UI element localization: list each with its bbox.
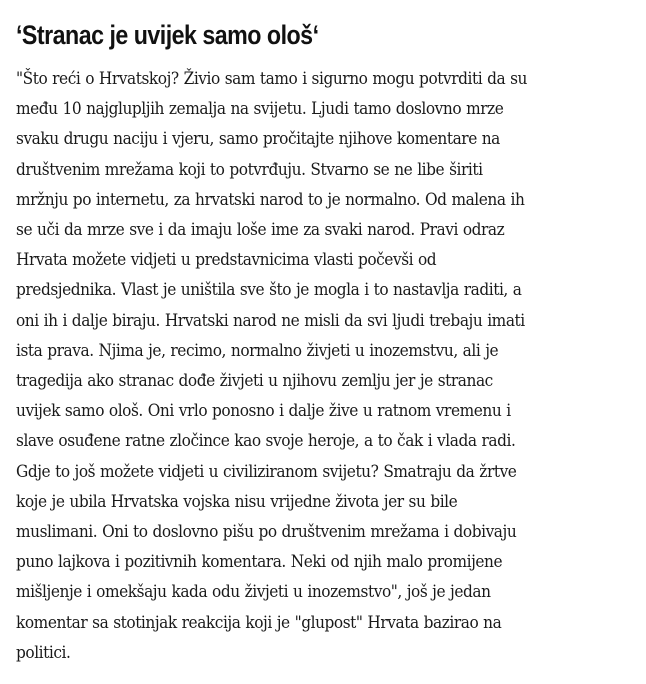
paragraph-line: tragedija ako stranac dođe živjeti u njihovu zemlju jer je stranac (16, 371, 493, 392)
paragraph-line: društvenim mrežama koji to potvrđuju. Stvarno se ne libe širiti (16, 159, 483, 180)
paragraph-line: se uči da mrze sve i da imaju loše ime za svaki narod. Pravi odraz (16, 220, 505, 241)
paragraph-line: Hrvata možete vidjeti u predstavnicima vlasti počevši od (16, 250, 437, 271)
paragraph-line: politici. (16, 642, 71, 663)
paragraph-line: ista prava. Njima je, recimo, normalno živjeti u inozemstvu, ali je (16, 340, 499, 361)
paragraph-line: "Što reći o Hrvatskoj? Živio sam tamo i sigurno mogu potvrditi da su (16, 69, 527, 89)
paragraph-line: svaku drugu naciju i vjeru, samo pročitajte njihove komentare na (16, 129, 500, 150)
paragraph-line: puno lajkova i pozitivnih komentara. Neki od njih malo promijene (16, 552, 503, 573)
paragraph-line: Gdje to još možete vidjeti u civiliziranom svijetu? Smatraju da žrtve (16, 461, 517, 482)
paragraph-line: uvijek samo ološ. Oni vrlo ponosno i dalje žive u ratnom vremenu i (16, 401, 511, 422)
paragraph-line: koje je ubila Hrvatska vojska nisu vrijedne života jer su bile (16, 491, 458, 512)
article-heading: ‘Stranac je uvijek samo ološ‘ (16, 20, 319, 50)
article (16, 0, 616, 668)
paragraph-line: slave osuđene ratne zločince kao svoje heroje, a to čak i vlada radi. (16, 431, 516, 452)
paragraph-line: predsjednika. Vlast je uništila sve što je mogla i to nastavlja raditi, a (16, 280, 522, 301)
paragraph-line: mržnju po internetu, za hrvatski narod to je normalno. Od malena ih (16, 189, 525, 210)
article-paragraph (16, 64, 616, 668)
paragraph-line: među 10 najglupljih zemalja na svijetu. Ljudi tamo doslovno mrze (16, 99, 504, 120)
paragraph-line: mišljenje i omekšaju kada odu živjeti u inozemstvo", još je jedan (16, 582, 491, 603)
paragraph-line: komentar sa stotinjak reakcija koji je "glupost" Hrvata bazirao na (16, 612, 502, 633)
paragraph-line: oni ih i dalje biraju. Hrvatski narod ne misli da svi ljudi trebaju imati (16, 310, 525, 331)
paragraph-line: muslimani. Oni to doslovno pišu po društvenim mrežama i dobivaju (16, 522, 517, 543)
